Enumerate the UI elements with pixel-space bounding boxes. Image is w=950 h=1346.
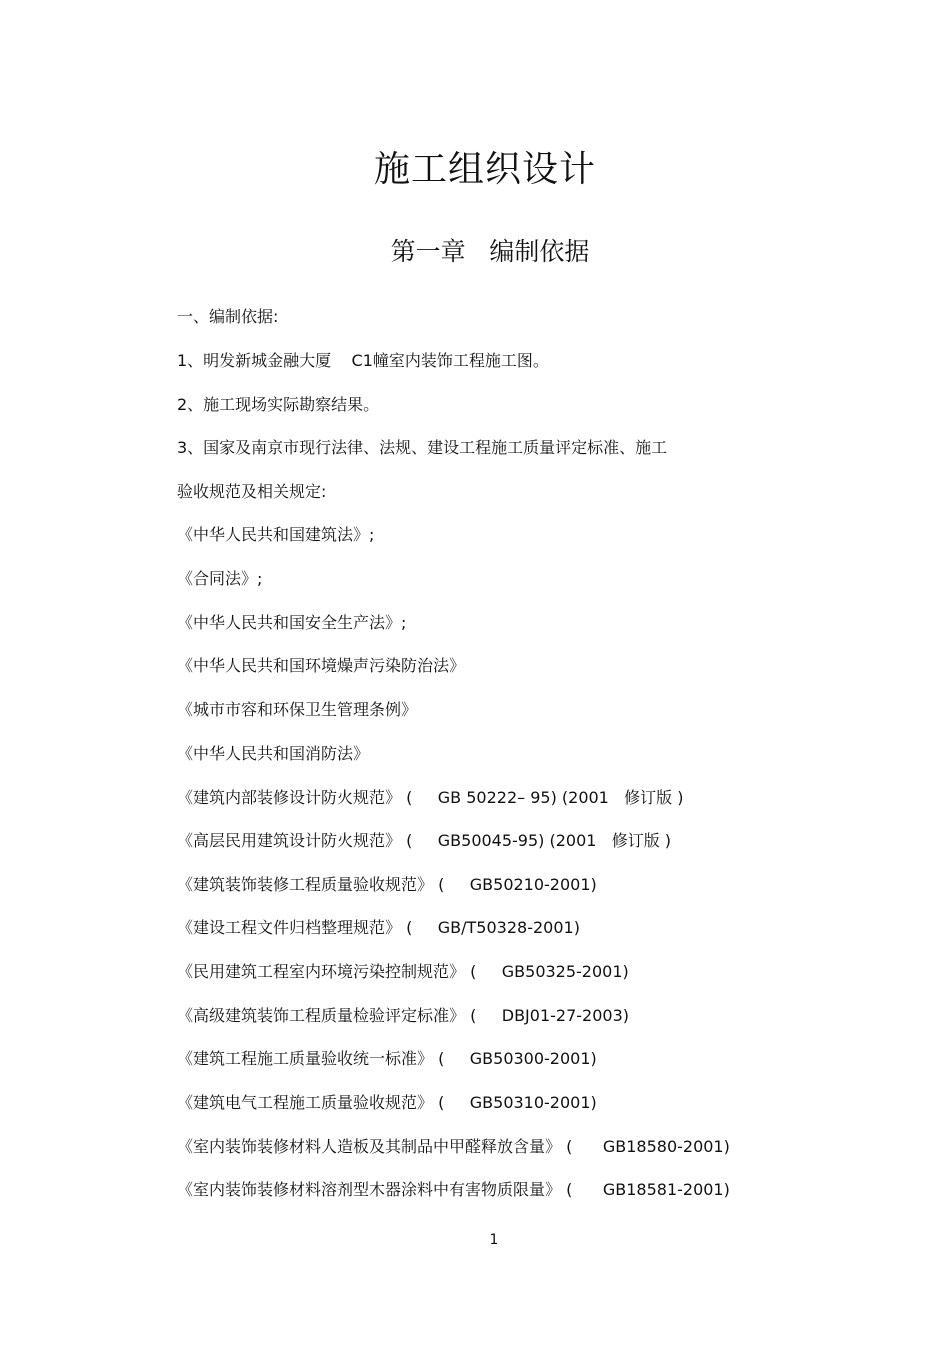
- standard-list-item: 《建筑工程施工质量验收统一标准》 ( GB50300-2001): [177, 1049, 597, 1068]
- standard-list-item: 《建筑装饰装修工程质量验收规范》 ( GB50210-2001): [177, 875, 597, 894]
- text-line: 1、明发新城金融大厦 C1幢室内装饰工程施工图。: [177, 351, 549, 370]
- law-list-item: 《中华人民共和国安全生产法》;: [177, 613, 407, 632]
- text-line: 3、国家及南京市现行法律、法规、建设工程施工质量评定标准、施工: [177, 438, 668, 457]
- law-list-item: 《中华人民共和国建筑法》;: [177, 525, 375, 544]
- standard-list-item: 《高级建筑装饰工程质量检验评定标准》 ( DBJ01-27-2003): [177, 1006, 630, 1025]
- standard-list-item: 《室内装饰装修材料溶剂型木器涂料中有害物质限量》 ( GB18581-2001): [177, 1180, 730, 1199]
- chapter-title: 第一章 编制依据: [390, 237, 590, 266]
- standard-list-item: 《建设工程文件归档整理规范》 ( GB/T50328-2001): [177, 918, 580, 937]
- page-number: 1: [489, 1232, 499, 1248]
- law-list-item: 《中华人民共和国消防法》: [177, 744, 370, 763]
- text-line: 验收规范及相关规定:: [177, 482, 327, 501]
- section-heading: 一、编制依据:: [177, 307, 279, 326]
- law-list-item: 《中华人民共和国环境燥声污染防治法》: [177, 656, 466, 675]
- standard-list-item: 《民用建筑工程室内环境污染控制规范》 ( GB50325-2001): [177, 962, 629, 981]
- standard-list-item: 《建筑电气工程施工质量验收规范》 ( GB50310-2001): [177, 1093, 597, 1112]
- standard-list-item: 《室内装饰装修材料人造板及其制品中甲醛释放含量》 ( GB18580-2001): [177, 1137, 730, 1156]
- document-title: 施工组织设计: [373, 149, 596, 190]
- law-list-item: 《城市市容和环保卫生管理条例》: [177, 700, 418, 719]
- standard-list-item: 《高层民用建筑设计防火规范》 ( GB50045-95) (2001 修订版 ): [177, 831, 672, 850]
- law-list-item: 《合同法》;: [177, 569, 263, 588]
- standard-list-item: 《建筑内部装修设计防火规范》 ( GB 50222– 95) (2001 修订版 ): [177, 788, 684, 807]
- text-line: 2、施工现场实际勘察结果。: [177, 395, 380, 414]
